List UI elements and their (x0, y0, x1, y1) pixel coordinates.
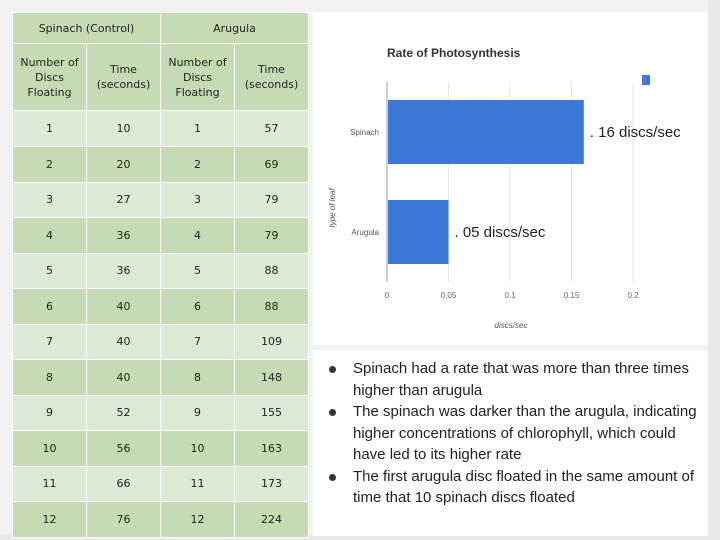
data-table (12, 12, 309, 538)
column-header-row (13, 44, 309, 111)
table-cell: 4 (13, 218, 87, 254)
table-cell: 3 (161, 182, 235, 218)
x-tick-label: 0 (384, 291, 390, 300)
finding-item (353, 358, 700, 401)
group-header-arugula: Arugula (161, 13, 309, 44)
table-cell: 10 (87, 111, 161, 147)
table-cell: 11 (161, 466, 235, 502)
group-header-row (13, 13, 309, 44)
table-cell: 12 (13, 502, 87, 538)
table-row (13, 147, 309, 183)
column-header: Number of Discs Floating (161, 44, 235, 111)
table-cell: 1 (13, 111, 87, 147)
table-cell: 163 (235, 431, 309, 467)
table-cell: 52 (87, 395, 161, 431)
table-cell: 79 (235, 182, 309, 218)
table-cell: 9 (161, 395, 235, 431)
table-cell: 8 (13, 360, 87, 396)
table-cell: 66 (87, 466, 161, 502)
table-row (13, 360, 309, 396)
category-label: Spinach (350, 128, 379, 137)
finding-text: The spinach was darker than the arugula, indicating higher concentrations of chlorophyll, which could have led to its higher rate (353, 403, 697, 463)
table-row (13, 466, 309, 502)
table-cell: 148 (235, 360, 309, 396)
table-cell: 155 (235, 395, 309, 431)
table-cell: 7 (13, 324, 87, 360)
table-cell: 5 (161, 253, 235, 289)
table-cell: 3 (13, 182, 87, 218)
table-cell: 69 (235, 147, 309, 183)
table-cell: 27 (87, 182, 161, 218)
table-row (13, 431, 309, 467)
table-row (13, 502, 309, 538)
column-header: Time (seconds) (87, 44, 161, 111)
bullet-icon (329, 366, 336, 373)
x-tick-label: 0.2 (627, 291, 639, 300)
data-label: . 16 discs/sec (589, 124, 681, 141)
table-cell: 40 (87, 360, 161, 396)
x-tick-label: 0.15 (563, 291, 580, 300)
bullet-icon (329, 409, 336, 416)
table-cell: 1 (161, 111, 235, 147)
table-cell: 36 (87, 218, 161, 254)
legend-swatch (642, 75, 650, 85)
table-row (13, 218, 309, 254)
table-cell: 12 (161, 502, 235, 538)
table-row (13, 324, 309, 360)
table-cell: 7 (161, 324, 235, 360)
finding-item (353, 401, 700, 466)
table-cell: 57 (235, 111, 309, 147)
table-row (13, 111, 309, 147)
table-cell: 6 (13, 289, 87, 325)
table-cell: 6 (161, 289, 235, 325)
table-cell: 20 (87, 147, 161, 183)
group-header-spinach: Spinach (Control) (13, 13, 161, 44)
chart-title: Rate of Photosynthesis (387, 46, 521, 60)
bar (388, 200, 449, 264)
table-cell: 40 (87, 289, 161, 325)
table-cell: 224 (235, 502, 309, 538)
table-cell: 8 (161, 360, 235, 396)
table-cell: 79 (235, 218, 309, 254)
table-cell: 88 (235, 289, 309, 325)
table-cell: 10 (13, 431, 87, 467)
table-cell: 2 (161, 147, 235, 183)
top-margin (0, 0, 720, 12)
table-row (13, 253, 309, 289)
table-cell: 88 (235, 253, 309, 289)
findings-list (313, 350, 708, 509)
data-label: . 05 discs/sec (454, 224, 546, 241)
table-cell: 76 (87, 502, 161, 538)
table-cell: 10 (161, 431, 235, 467)
category-label: Arugula (351, 228, 379, 237)
table-row (13, 182, 309, 218)
bar-chart (313, 12, 708, 345)
table-cell: 4 (161, 218, 235, 254)
column-header: Number of Discs Floating (13, 44, 87, 111)
bar (388, 100, 584, 164)
table-cell: 5 (13, 253, 87, 289)
table-cell: 109 (235, 324, 309, 360)
table-cell: 11 (13, 466, 87, 502)
right-margin (708, 0, 720, 540)
findings-panel (313, 350, 708, 536)
finding-text: The first arugula disc floated in the same amount of time that 10 spinach discs floated (353, 467, 695, 506)
table-row (13, 289, 309, 325)
table-cell: 56 (87, 431, 161, 467)
finding-text: Spinach had a rate that was more than three times higher than arugula (353, 360, 690, 399)
table-cell: 173 (235, 466, 309, 502)
chart-panel (313, 12, 708, 345)
table-cell: 36 (87, 253, 161, 289)
bullet-icon (329, 474, 336, 481)
y-axis-label: type of leaf (328, 188, 337, 228)
table-cell: 2 (13, 147, 87, 183)
table-row (13, 395, 309, 431)
x-tick-label: 0.05 (440, 291, 457, 300)
column-header: Time (seconds) (235, 44, 309, 111)
table-cell: 40 (87, 324, 161, 360)
x-tick-label: 0.1 (504, 291, 516, 300)
table-cell: 9 (13, 395, 87, 431)
x-axis-label: discs/sec (494, 321, 528, 330)
finding-item (353, 466, 700, 509)
